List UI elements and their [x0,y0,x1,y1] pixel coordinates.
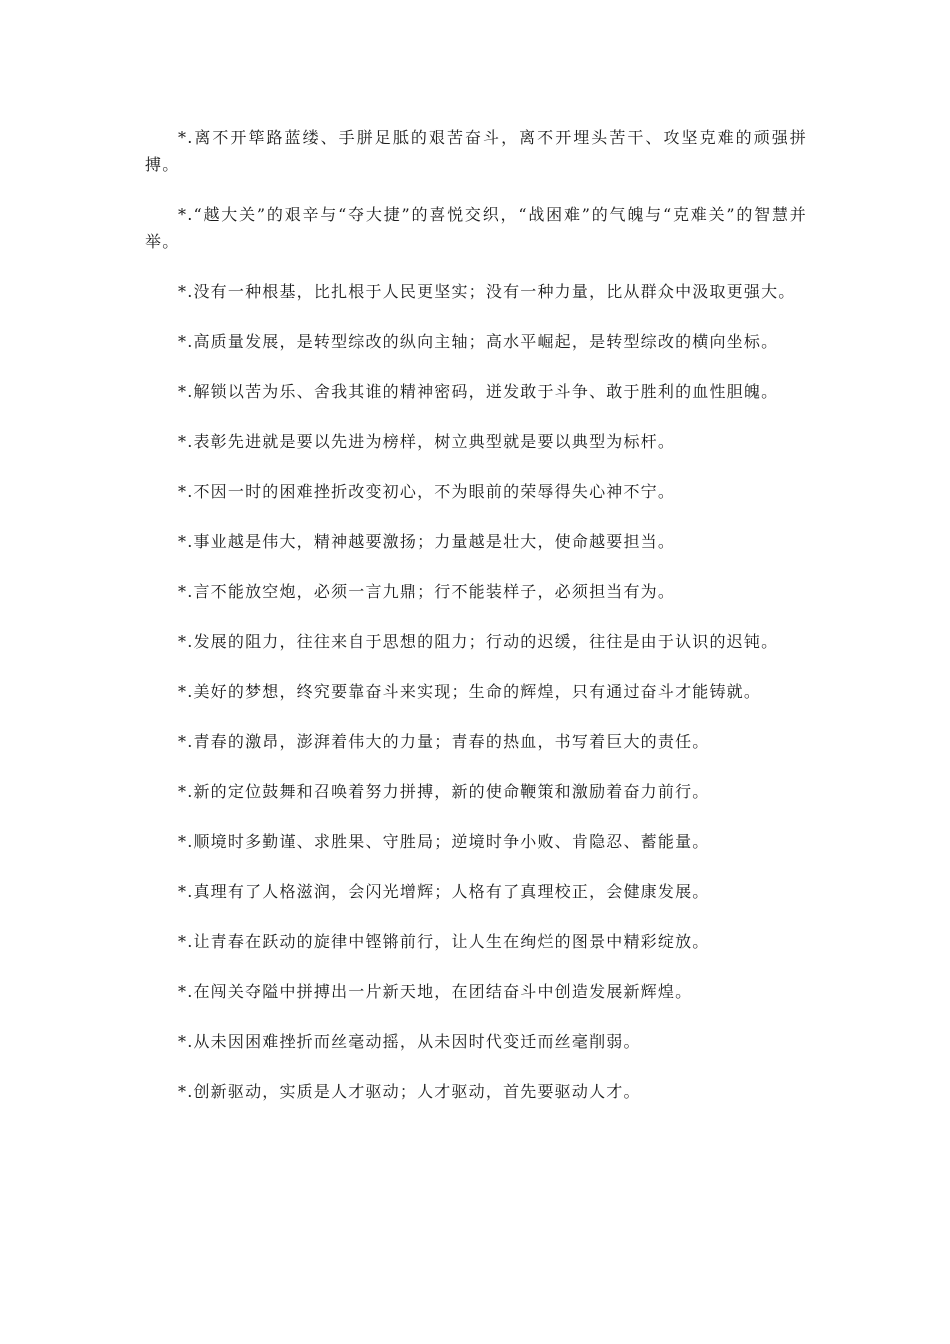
paragraph: *.新的定位鼓舞和召唤着努力拼搏，新的使命鞭策和激励着奋力前行。 [178,782,710,801]
paragraph: *.表彰先进就是要以先进为榜样，树立典型就是要以典型为标杆。 [178,432,676,451]
paragraph: *.创新驱动，实质是人才驱动；人才驱动，首先要驱动人才。 [178,1082,641,1101]
paragraph: *.真理有了人格滋润，会闪光增辉；人格有了真理校正，会健康发展。 [178,882,710,901]
paragraph: *.青春的激昂，澎湃着伟大的力量；青春的热血，书写着巨大的责任。 [178,732,710,751]
paragraph: *.顺境时多勤谨、求胜果、守胜局；逆境时争小败、肯隐忍、蓄能量。 [178,832,710,851]
paragraph: *.从未因困难挫折而丝毫动摇，从未因时代变迁而丝毫削弱。 [178,1032,641,1051]
paragraph: *.在闯关夺隘中拼搏出一片新天地，在团结奋斗中创造发展新辉煌。 [178,982,693,1001]
paragraph: *.美好的梦想，终究要靠奋斗来实现；生命的辉煌，只有通过奋斗才能铸就。 [178,682,762,701]
paragraph: *.离不开筚路蓝缕、手胼足胝的艰苦奋斗，离不开埋头苦干、攻坚克难的顽强拼搏。 [145,128,807,174]
paragraph: *.不因一时的困难挫折改变初心，不为眼前的荣辱得失心神不宁。 [178,482,676,501]
paragraph: *.“越大关”的艰辛与“夺大捷”的喜悦交织，“战困难”的气魄与“克难关”的智慧并举。 [145,205,807,251]
paragraph: *.事业越是伟大，精神越要激扬；力量越是壮大，使命越要担当。 [178,532,676,551]
paragraph: *.高质量发展，是转型综改的纵向主轴；高水平崛起，是转型综改的横向坐标。 [178,332,779,351]
paragraph: *.让青春在跃动的旋律中铿锵前行，让人生在绚烂的图景中精彩绽放。 [178,932,710,951]
paragraph: *.发展的阻力，往往来自于思想的阻力；行动的迟缓，往往是由于认识的迟钝。 [178,632,779,651]
paragraph: *.言不能放空炮，必须一言九鼎；行不能装样子，必须担当有为。 [178,582,676,601]
paragraph: *.没有一种根基，比扎根于人民更坚实；没有一种力量，比从群众中汲取更强大。 [178,282,796,301]
paragraph: *.解锁以苦为乐、舍我其谁的精神密码，迸发敢于斗争、敢于胜利的血性胆魄。 [178,382,779,401]
document-body [145,124,807,1128]
